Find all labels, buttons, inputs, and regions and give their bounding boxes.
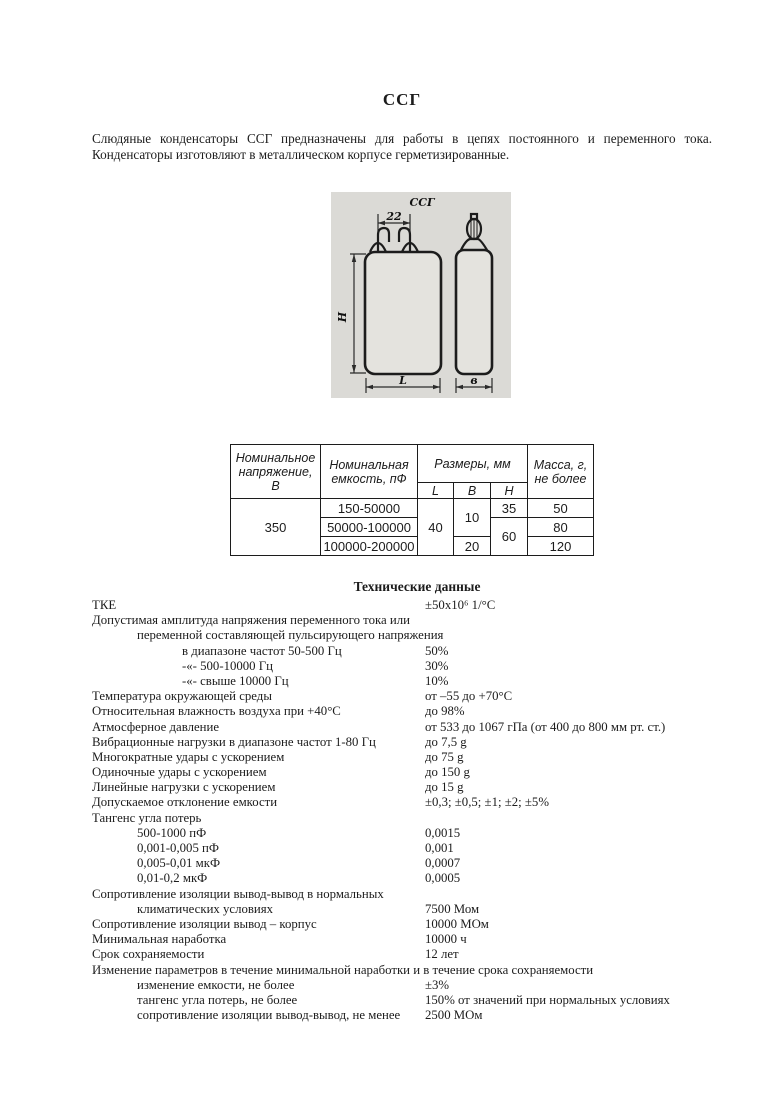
col-header-h: H — [491, 483, 528, 499]
pin-spacing-label: 22 — [386, 210, 402, 223]
dim-h-cell: 35 — [491, 499, 528, 518]
col-header-mass: Масса, г, не более — [528, 445, 594, 499]
col-header-capacity: Номинальная емкость, пФ — [321, 445, 418, 499]
tech-row — [92, 765, 732, 780]
dim-l-cell: 40 — [418, 499, 454, 556]
tech-label: Допускаемое отклонение емкости — [92, 795, 278, 810]
tech-label: Сопротивление изоляции вывод – корпус — [92, 916, 317, 931]
tech-label: -«- 500-10000 Гц — [182, 658, 274, 673]
tech-label: Температура окружающей среды — [92, 689, 272, 704]
tech-label: ТКЕ — [92, 598, 117, 612]
tech-row — [92, 750, 732, 765]
tech-label: Относительная влажность воздуха при +40°C — [92, 704, 341, 719]
tech-label: 500-1000 пФ — [137, 825, 207, 840]
tech-row — [92, 628, 732, 643]
width-label: в — [470, 374, 478, 387]
tech-row — [92, 780, 732, 795]
tech-value: ±0,3; ±0,5; ±1; ±2; ±5% — [425, 795, 549, 810]
tech-row — [92, 659, 732, 674]
tech-value: от 533 до 1067 гПа (от 400 до 800 мм рт. ст.) — [425, 719, 666, 734]
tech-value: 10000 МОм — [425, 916, 489, 931]
tech-value: ±50x10⁶ 1/°C — [425, 598, 496, 612]
tech-value: 0,0015 — [425, 825, 461, 840]
tech-label: Вибрационные нагрузки в диапазоне частот 1-80 Гц — [92, 734, 376, 749]
tech-label: изменение емкости, не более — [137, 977, 295, 992]
tech-value: до 7,5 g — [425, 734, 467, 749]
col-header-l: L — [418, 483, 454, 499]
mass-cell: 80 — [528, 518, 594, 537]
capacitor-drawing — [330, 190, 512, 400]
tech-label: -«- свыше 10000 Гц — [182, 673, 289, 688]
tech-label: 0,005-0,01 мкФ — [137, 856, 221, 871]
tech-label: климатических условиях — [137, 901, 274, 916]
tech-value: 10% — [425, 673, 449, 688]
tech-value: 2500 МОм — [425, 1008, 483, 1023]
tech-value: 7500 Мом — [425, 901, 480, 916]
tech-data-heading: Технические данные — [353, 579, 481, 594]
mass-cell: 50 — [528, 499, 594, 518]
tech-label: Допустимая амплитуда напряжения переменного тока или — [92, 613, 410, 628]
tech-label: Одиночные удары с ускорением — [92, 765, 267, 780]
tech-row — [92, 689, 732, 704]
dim-b-cell: 10 — [454, 499, 491, 537]
tech-value: до 75 g — [425, 749, 464, 764]
tech-value: 50% — [425, 643, 449, 658]
tech-row — [92, 720, 732, 735]
col-header-voltage: Номинальное напряжение, В — [231, 445, 321, 499]
tech-label: 0,001-0,005 пФ — [137, 841, 220, 855]
col-header-b: B — [454, 483, 491, 499]
tech-row — [92, 674, 732, 689]
capacitor-front-body — [365, 252, 441, 374]
tech-label: Минимальная наработка — [92, 932, 227, 947]
tech-label: переменной составляющей пульсирующего напряжения — [137, 628, 444, 643]
tech-value: 30% — [425, 658, 449, 673]
tech-row — [92, 932, 732, 947]
tech-row — [92, 598, 732, 613]
tech-value: 10000 ч — [425, 932, 467, 947]
tech-value: 0,001 — [425, 841, 454, 855]
capacitor-side-body — [456, 250, 492, 374]
capacity-cell: 50000-100000 — [321, 518, 418, 537]
tech-label: Линейные нагрузки с ускорением — [92, 780, 276, 795]
mass-cell: 120 — [528, 537, 594, 556]
height-label: H — [336, 311, 349, 323]
tech-row — [92, 978, 732, 993]
tech-label: Тангенс угла потерь — [92, 810, 202, 825]
capacity-cell: 150-50000 — [321, 499, 418, 518]
tech-row — [92, 856, 732, 871]
tech-value: 0,0007 — [425, 856, 461, 871]
capacity-cell: 100000-200000 — [321, 537, 418, 556]
tech-value: 12 лет — [425, 947, 459, 962]
tech-label: Изменение параметров в течение минимальной наработки и в течение срока сохраняемости — [92, 962, 594, 977]
tech-row — [92, 811, 732, 826]
tech-label: Атмосферное давление — [92, 719, 220, 734]
tech-row — [92, 963, 732, 978]
tech-row — [92, 902, 732, 917]
tech-row — [92, 826, 732, 841]
tech-label: Многократные удары с ускорением — [92, 749, 285, 764]
tech-label: в диапазоне частот 50-500 Гц — [182, 643, 342, 658]
specs-table — [230, 444, 594, 556]
tech-label: Срок сохраняемости — [92, 947, 205, 962]
tech-value: до 150 g — [425, 765, 470, 780]
tech-row — [92, 993, 732, 1008]
col-header-dimensions: Размеры, мм — [418, 445, 528, 483]
table-row — [231, 499, 594, 518]
tech-row — [92, 735, 732, 750]
tech-row — [92, 644, 732, 659]
tech-label: 0,01-0,2 мкФ — [137, 871, 208, 886]
tech-value: 150% от значений при нормальных условиях — [425, 992, 670, 1007]
tech-value: ±3% — [425, 977, 450, 992]
tech-value: до 15 g — [425, 780, 464, 795]
tech-row — [92, 704, 732, 719]
tech-row — [92, 917, 732, 932]
length-label: L — [399, 374, 407, 387]
tech-row — [92, 947, 732, 962]
tech-label: сопротивление изоляции вывод-вывод, не менее — [137, 1008, 401, 1023]
drawing-model-label: ССГ — [409, 196, 435, 209]
tech-row — [92, 871, 732, 886]
tech-data-list — [92, 598, 732, 1023]
intro-paragraph: Слюдяные конденсаторы ССГ предназначены для работы в цепях постоянного и переменного тока. Конденсаторы изготовляют в металлическом корпусе герметизированные. — [92, 131, 712, 163]
tech-row — [92, 1008, 732, 1023]
tech-row — [92, 887, 732, 902]
tech-value: до 98% — [425, 704, 465, 719]
tech-value: 0,0005 — [425, 871, 461, 886]
voltage-cell: 350 — [231, 499, 321, 556]
dim-h-cell: 60 — [491, 518, 528, 556]
tech-row — [92, 795, 732, 810]
tech-row — [92, 841, 732, 856]
dim-b-cell: 20 — [454, 537, 491, 556]
tech-label: Сопротивление изоляции вывод-вывод в нормальных — [92, 886, 384, 901]
page-title: ССГ — [382, 90, 422, 109]
tech-label: тангенс угла потерь, не более — [137, 992, 298, 1007]
specs-table-container — [230, 444, 594, 556]
tech-value: от –55 до +70°C — [425, 689, 513, 704]
tech-row — [92, 613, 732, 628]
